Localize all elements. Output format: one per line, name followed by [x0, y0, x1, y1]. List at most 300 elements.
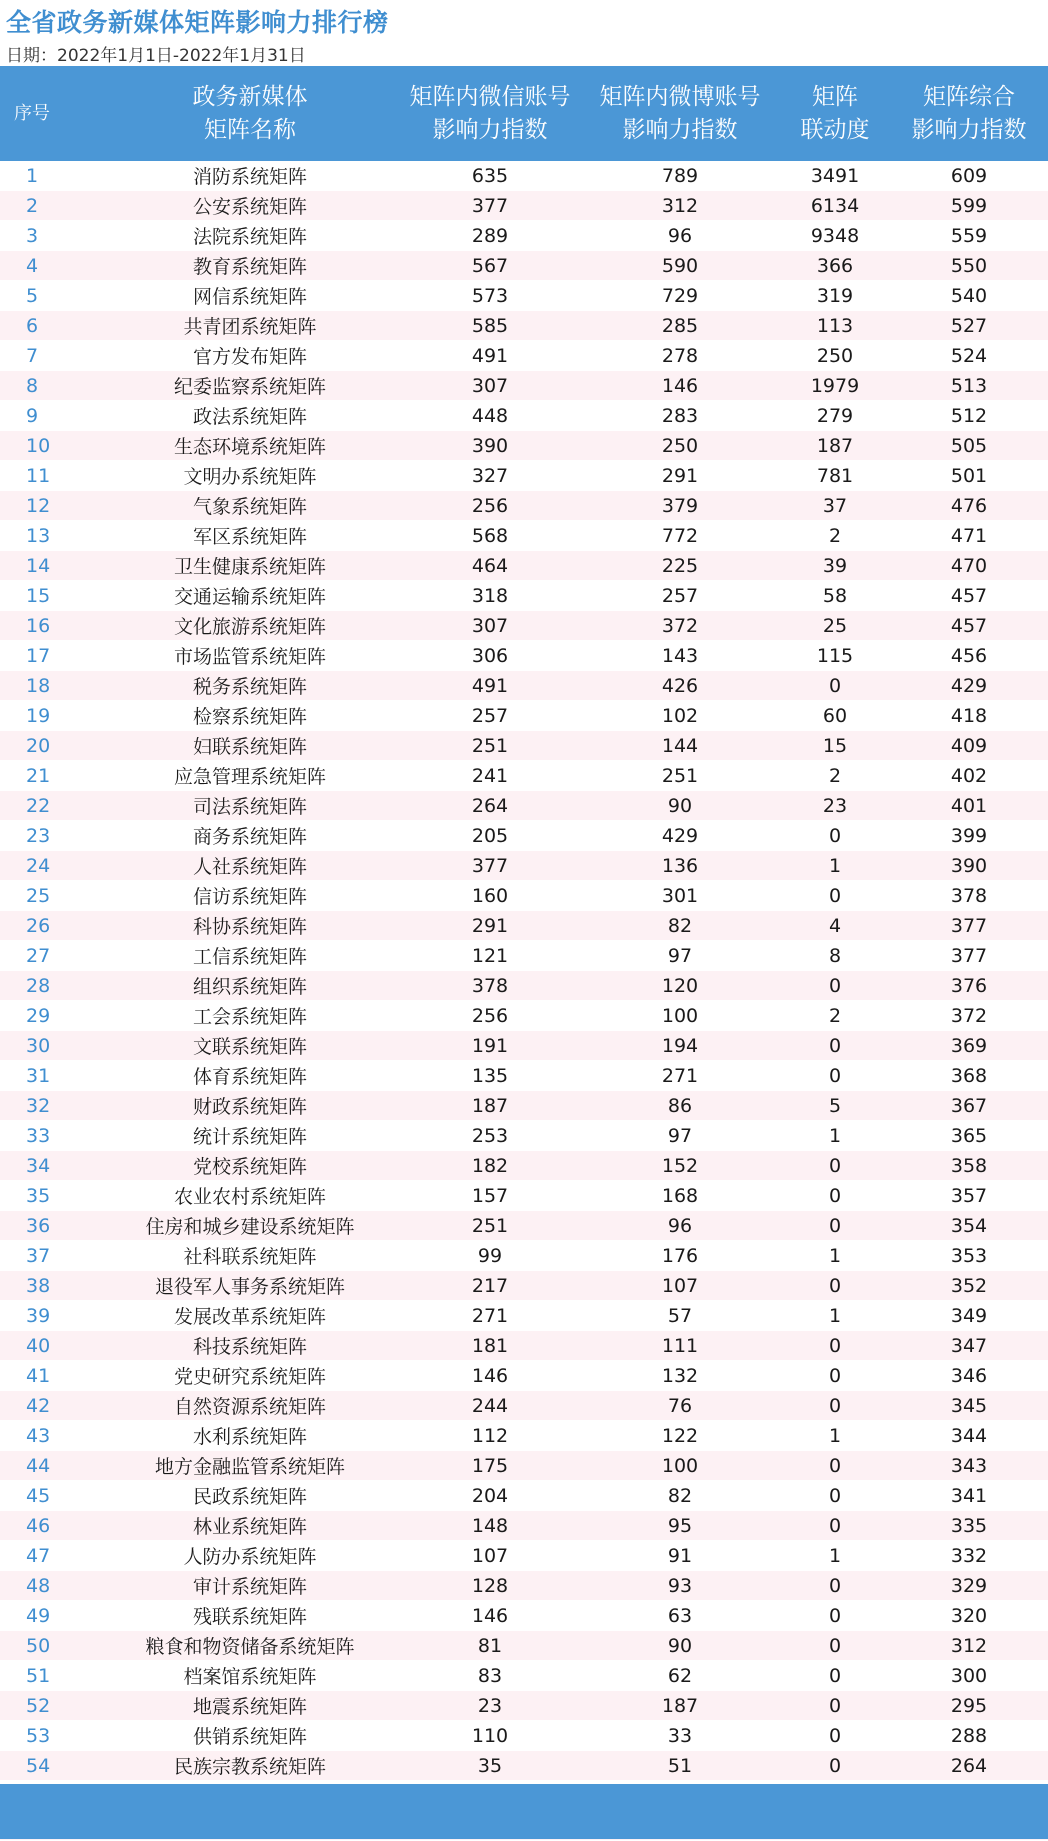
wechat-index-cell: 251: [400, 731, 580, 761]
linkage-cell: 319: [780, 281, 890, 311]
rank-cell: 23: [0, 821, 100, 851]
linkage-cell: 0: [780, 1031, 890, 1061]
overall-index-cell: 320: [890, 1601, 1048, 1631]
linkage-cell: 1: [780, 1121, 890, 1151]
table-row: [0, 611, 1048, 641]
matrix-name-cell: 公安系统矩阵: [100, 191, 400, 221]
rank-cell: 54: [0, 1751, 100, 1781]
matrix-name-cell: 人社系统矩阵: [100, 851, 400, 881]
table-row: [0, 191, 1048, 221]
linkage-cell: 1979: [780, 371, 890, 401]
weibo-index-cell: 278: [580, 341, 780, 371]
linkage-cell: 0: [780, 1721, 890, 1751]
header-line-1: 政务新媒体: [192, 83, 308, 110]
overall-index-cell: 470: [890, 551, 1048, 581]
linkage-cell: 1: [780, 1541, 890, 1571]
matrix-name-cell: 生态环境系统矩阵: [100, 431, 400, 461]
table-row: [0, 851, 1048, 881]
weibo-index-cell: 86: [580, 1091, 780, 1121]
matrix-name-cell: 检察系统矩阵: [100, 701, 400, 731]
linkage-cell: 37: [780, 491, 890, 521]
rank-cell: 8: [0, 371, 100, 401]
table-row: [0, 1391, 1048, 1421]
wechat-index-cell: 244: [400, 1391, 580, 1421]
wechat-index-cell: 378: [400, 971, 580, 1001]
rank-cell: 37: [0, 1241, 100, 1271]
overall-index-cell: 399: [890, 821, 1048, 851]
table-row: [0, 641, 1048, 671]
table-row: [0, 461, 1048, 491]
weibo-index-cell: 251: [580, 761, 780, 791]
weibo-index-cell: 291: [580, 461, 780, 491]
weibo-index-cell: 100: [580, 1451, 780, 1481]
matrix-name-cell: 审计系统矩阵: [100, 1571, 400, 1601]
linkage-cell: 5: [780, 1091, 890, 1121]
rank-cell: 47: [0, 1541, 100, 1571]
linkage-cell: 0: [780, 1691, 890, 1721]
linkage-cell: 0: [780, 1391, 890, 1421]
table-row: [0, 1721, 1048, 1751]
overall-index-cell: 369: [890, 1031, 1048, 1061]
matrix-name-cell: 共青团系统矩阵: [100, 311, 400, 341]
weibo-index-cell: 729: [580, 281, 780, 311]
weibo-index-cell: 194: [580, 1031, 780, 1061]
linkage-cell: 366: [780, 251, 890, 281]
overall-index-cell: 377: [890, 911, 1048, 941]
overall-index-cell: 372: [890, 1001, 1048, 1031]
matrix-name-cell: 党校系统矩阵: [100, 1151, 400, 1181]
matrix-name-cell: 地方金融监管系统矩阵: [100, 1451, 400, 1481]
weibo-index-cell: 62: [580, 1661, 780, 1691]
matrix-name-cell: 水利系统矩阵: [100, 1421, 400, 1451]
rank-cell: 28: [0, 971, 100, 1001]
table-row: [0, 1031, 1048, 1061]
table-row: [0, 1151, 1048, 1181]
weibo-index-cell: 225: [580, 551, 780, 581]
header-rank-label: 序号: [14, 103, 50, 124]
matrix-name-cell: 信访系统矩阵: [100, 881, 400, 911]
rank-cell: 42: [0, 1391, 100, 1421]
linkage-cell: 1: [780, 1421, 890, 1451]
table-row: [0, 1211, 1048, 1241]
linkage-cell: 60: [780, 701, 890, 731]
matrix-name-cell: 交通运输系统矩阵: [100, 581, 400, 611]
table-row: [0, 431, 1048, 461]
table-row: [0, 1361, 1048, 1391]
overall-index-cell: 264: [890, 1751, 1048, 1781]
header-linkage: [780, 66, 890, 161]
table-row: [0, 1541, 1048, 1571]
rank-cell: 22: [0, 791, 100, 821]
wechat-index-cell: 205: [400, 821, 580, 851]
linkage-cell: 0: [780, 1331, 890, 1361]
header-line-2: 矩阵名称: [204, 116, 296, 143]
overall-index-cell: 559: [890, 221, 1048, 251]
rank-cell: 33: [0, 1121, 100, 1151]
overall-index-cell: 376: [890, 971, 1048, 1001]
rank-cell: 31: [0, 1061, 100, 1091]
table-row: [0, 1181, 1048, 1211]
wechat-index-cell: 491: [400, 671, 580, 701]
linkage-cell: 0: [780, 1481, 890, 1511]
table-row: [0, 1421, 1048, 1451]
rank-cell: 3: [0, 221, 100, 251]
linkage-cell: 0: [780, 671, 890, 701]
matrix-name-cell: 农业农村系统矩阵: [100, 1181, 400, 1211]
table-row: [0, 341, 1048, 371]
weibo-index-cell: 102: [580, 701, 780, 731]
table-row: [0, 1631, 1048, 1661]
weibo-index-cell: 63: [580, 1601, 780, 1631]
table-header: [0, 66, 1048, 161]
matrix-name-cell: 粮食和物资储备系统矩阵: [100, 1631, 400, 1661]
weibo-index-cell: 100: [580, 1001, 780, 1031]
table-row: [0, 221, 1048, 251]
overall-index-cell: 378: [890, 881, 1048, 911]
linkage-cell: 6134: [780, 191, 890, 221]
table-row: [0, 251, 1048, 281]
linkage-cell: 0: [780, 1601, 890, 1631]
overall-index-cell: 353: [890, 1241, 1048, 1271]
table-row: [0, 1121, 1048, 1151]
rank-cell: 39: [0, 1301, 100, 1331]
ranking-table: [0, 66, 1048, 1841]
table-row: [0, 911, 1048, 941]
overall-index-cell: 365: [890, 1121, 1048, 1151]
linkage-cell: 0: [780, 1181, 890, 1211]
linkage-cell: 0: [780, 1061, 890, 1091]
wechat-index-cell: 148: [400, 1511, 580, 1541]
wechat-index-cell: 271: [400, 1301, 580, 1331]
matrix-name-cell: 官方发布矩阵: [100, 341, 400, 371]
matrix-name-cell: 商务系统矩阵: [100, 821, 400, 851]
table-row: [0, 881, 1048, 911]
overall-index-cell: 456: [890, 641, 1048, 671]
overall-index-cell: 401: [890, 791, 1048, 821]
overall-index-cell: 524: [890, 341, 1048, 371]
rank-cell: 34: [0, 1151, 100, 1181]
table-row: [0, 971, 1048, 1001]
rank-cell: 7: [0, 341, 100, 371]
weibo-index-cell: 122: [580, 1421, 780, 1451]
table-row: [0, 1331, 1048, 1361]
wechat-index-cell: 585: [400, 311, 580, 341]
weibo-index-cell: 372: [580, 611, 780, 641]
weibo-index-cell: 136: [580, 851, 780, 881]
wechat-index-cell: 121: [400, 941, 580, 971]
matrix-name-cell: 纪委监察系统矩阵: [100, 371, 400, 401]
overall-index-cell: 471: [890, 521, 1048, 551]
overall-index-cell: 377: [890, 941, 1048, 971]
wechat-index-cell: 181: [400, 1331, 580, 1361]
wechat-index-cell: 160: [400, 881, 580, 911]
rank-cell: 5: [0, 281, 100, 311]
rank-cell: 49: [0, 1601, 100, 1631]
table-row: [0, 371, 1048, 401]
linkage-cell: 39: [780, 551, 890, 581]
linkage-cell: 1: [780, 1241, 890, 1271]
wechat-index-cell: 175: [400, 1451, 580, 1481]
overall-index-cell: 505: [890, 431, 1048, 461]
header-line-2: 联动度: [800, 116, 870, 143]
rank-cell: 11: [0, 461, 100, 491]
rank-cell: 2: [0, 191, 100, 221]
rank-cell: 51: [0, 1661, 100, 1691]
matrix-name-cell: 自然资源系统矩阵: [100, 1391, 400, 1421]
wechat-index-cell: 146: [400, 1601, 580, 1631]
weibo-index-cell: 429: [580, 821, 780, 851]
overall-index-cell: 512: [890, 401, 1048, 431]
weibo-index-cell: 144: [580, 731, 780, 761]
matrix-name-cell: 司法系统矩阵: [100, 791, 400, 821]
weibo-index-cell: 187: [580, 1691, 780, 1721]
linkage-cell: 2: [780, 1001, 890, 1031]
table-body: [0, 161, 1048, 1841]
overall-index-cell: 352: [890, 1271, 1048, 1301]
wechat-index-cell: 306: [400, 641, 580, 671]
rank-cell: 26: [0, 911, 100, 941]
rank-cell: 29: [0, 1001, 100, 1031]
wechat-index-cell: 390: [400, 431, 580, 461]
table-row: [0, 281, 1048, 311]
rank-cell: 32: [0, 1091, 100, 1121]
overall-index-cell: 358: [890, 1151, 1048, 1181]
rank-cell: 21: [0, 761, 100, 791]
matrix-name-cell: 卫生健康系统矩阵: [100, 551, 400, 581]
table-row: [0, 401, 1048, 431]
weibo-index-cell: 91: [580, 1541, 780, 1571]
header-line-2: 影响力指数: [911, 116, 1027, 143]
weibo-index-cell: 96: [580, 221, 780, 251]
matrix-name-cell: 发展改革系统矩阵: [100, 1301, 400, 1331]
overall-index-cell: 457: [890, 611, 1048, 641]
wechat-index-cell: 307: [400, 371, 580, 401]
rank-cell: 44: [0, 1451, 100, 1481]
wechat-index-cell: 204: [400, 1481, 580, 1511]
matrix-name-cell: 法院系统矩阵: [100, 221, 400, 251]
linkage-cell: 0: [780, 1211, 890, 1241]
linkage-cell: 9348: [780, 221, 890, 251]
rank-cell: 18: [0, 671, 100, 701]
table-row: [0, 161, 1048, 191]
linkage-cell: 0: [780, 1271, 890, 1301]
matrix-name-cell: 科技系统矩阵: [100, 1331, 400, 1361]
matrix-name-cell: 社科联系统矩阵: [100, 1241, 400, 1271]
wechat-index-cell: 264: [400, 791, 580, 821]
matrix-name-cell: 气象系统矩阵: [100, 491, 400, 521]
overall-index-cell: 513: [890, 371, 1048, 401]
matrix-name-cell: 文联系统矩阵: [100, 1031, 400, 1061]
overall-index-cell: 346: [890, 1361, 1048, 1391]
rank-cell: 46: [0, 1511, 100, 1541]
linkage-cell: 2: [780, 761, 890, 791]
weibo-index-cell: 176: [580, 1241, 780, 1271]
overall-index-cell: 476: [890, 491, 1048, 521]
weibo-index-cell: 789: [580, 161, 780, 191]
weibo-index-cell: 51: [580, 1751, 780, 1781]
overall-index-cell: 409: [890, 731, 1048, 761]
overall-index-cell: 295: [890, 1691, 1048, 1721]
matrix-name-cell: 林业系统矩阵: [100, 1511, 400, 1541]
rank-cell: 30: [0, 1031, 100, 1061]
linkage-cell: 0: [780, 1151, 890, 1181]
wechat-index-cell: 81: [400, 1631, 580, 1661]
weibo-index-cell: 120: [580, 971, 780, 1001]
linkage-cell: 0: [780, 1511, 890, 1541]
linkage-cell: 115: [780, 641, 890, 671]
weibo-index-cell: 82: [580, 1481, 780, 1511]
wechat-index-cell: 182: [400, 1151, 580, 1181]
rank-cell: 40: [0, 1331, 100, 1361]
table-row: [0, 1571, 1048, 1601]
header-weibo-index: [580, 66, 780, 161]
header-line-2: 影响力指数: [432, 116, 548, 143]
weibo-index-cell: 82: [580, 911, 780, 941]
linkage-cell: 187: [780, 431, 890, 461]
rank-cell: 17: [0, 641, 100, 671]
overall-index-cell: 344: [890, 1421, 1048, 1451]
overall-index-cell: 457: [890, 581, 1048, 611]
weibo-index-cell: 152: [580, 1151, 780, 1181]
wechat-index-cell: 567: [400, 251, 580, 281]
header-matrix-name: [100, 66, 400, 161]
matrix-name-cell: 文明办系统矩阵: [100, 461, 400, 491]
overall-index-cell: 527: [890, 311, 1048, 341]
wechat-index-cell: 187: [400, 1091, 580, 1121]
weibo-index-cell: 97: [580, 1121, 780, 1151]
wechat-index-cell: 112: [400, 1421, 580, 1451]
wechat-index-cell: 635: [400, 161, 580, 191]
weibo-index-cell: 772: [580, 521, 780, 551]
overall-index-cell: 429: [890, 671, 1048, 701]
table-row: [0, 821, 1048, 851]
rank-cell: 15: [0, 581, 100, 611]
matrix-name-cell: 地震系统矩阵: [100, 1691, 400, 1721]
matrix-name-cell: 应急管理系统矩阵: [100, 761, 400, 791]
page-title: 全省政务新媒体矩阵影响力排行榜: [6, 8, 389, 37]
table-row: [0, 761, 1048, 791]
weibo-index-cell: 96: [580, 1211, 780, 1241]
wechat-index-cell: 307: [400, 611, 580, 641]
overall-index-cell: 609: [890, 161, 1048, 191]
header-wechat-index: [400, 66, 580, 161]
table-row: [0, 1481, 1048, 1511]
overall-index-cell: 599: [890, 191, 1048, 221]
wechat-index-cell: 377: [400, 191, 580, 221]
rank-cell: 10: [0, 431, 100, 461]
matrix-name-cell: 人防办系统矩阵: [100, 1541, 400, 1571]
weibo-index-cell: 590: [580, 251, 780, 281]
weibo-index-cell: 93: [580, 1571, 780, 1601]
wechat-index-cell: 191: [400, 1031, 580, 1061]
overall-index-cell: 329: [890, 1571, 1048, 1601]
wechat-index-cell: 23: [400, 1691, 580, 1721]
matrix-name-cell: 军区系统矩阵: [100, 521, 400, 551]
wechat-index-cell: 217: [400, 1271, 580, 1301]
matrix-name-cell: 工信系统矩阵: [100, 941, 400, 971]
linkage-cell: 0: [780, 1571, 890, 1601]
rank-cell: 13: [0, 521, 100, 551]
weibo-index-cell: 132: [580, 1361, 780, 1391]
rank-cell: 43: [0, 1421, 100, 1451]
weibo-index-cell: 250: [580, 431, 780, 461]
wechat-index-cell: 256: [400, 1001, 580, 1031]
linkage-cell: 1: [780, 1301, 890, 1331]
wechat-index-cell: 448: [400, 401, 580, 431]
header-line-1: 矩阵综合: [923, 83, 1015, 110]
matrix-name-cell: 政法系统矩阵: [100, 401, 400, 431]
table-row: [0, 1511, 1048, 1541]
table-row: [0, 1091, 1048, 1121]
wechat-index-cell: 327: [400, 461, 580, 491]
matrix-name-cell: 档案馆系统矩阵: [100, 1661, 400, 1691]
matrix-name-cell: 网信系统矩阵: [100, 281, 400, 311]
wechat-index-cell: 107: [400, 1541, 580, 1571]
rank-cell: 45: [0, 1481, 100, 1511]
overall-index-cell: 345: [890, 1391, 1048, 1421]
wechat-index-cell: 35: [400, 1751, 580, 1781]
linkage-cell: 250: [780, 341, 890, 371]
table-row: [0, 521, 1048, 551]
linkage-cell: 279: [780, 401, 890, 431]
table-row: [0, 1751, 1048, 1781]
weibo-index-cell: 107: [580, 1271, 780, 1301]
overall-index-cell: 540: [890, 281, 1048, 311]
wechat-index-cell: 289: [400, 221, 580, 251]
matrix-name-cell: 住房和城乡建设系统矩阵: [100, 1211, 400, 1241]
rank-cell: 9: [0, 401, 100, 431]
rank-cell: 53: [0, 1721, 100, 1751]
linkage-cell: 0: [780, 1361, 890, 1391]
header-line-2: 影响力指数: [622, 116, 738, 143]
table-row: [0, 581, 1048, 611]
overall-index-cell: 354: [890, 1211, 1048, 1241]
table-row: [0, 1271, 1048, 1301]
matrix-name-cell: 妇联系统矩阵: [100, 731, 400, 761]
wechat-index-cell: 573: [400, 281, 580, 311]
header-row: [0, 66, 1048, 161]
linkage-cell: 0: [780, 881, 890, 911]
rank-cell: 24: [0, 851, 100, 881]
linkage-cell: 58: [780, 581, 890, 611]
overall-index-cell: 300: [890, 1661, 1048, 1691]
rank-cell: 48: [0, 1571, 100, 1601]
table-row: [0, 791, 1048, 821]
table-row: [0, 671, 1048, 701]
table-row: [0, 731, 1048, 761]
weibo-index-cell: 33: [580, 1721, 780, 1751]
table-row: [0, 1601, 1048, 1631]
wechat-index-cell: 83: [400, 1661, 580, 1691]
linkage-cell: 1: [780, 851, 890, 881]
matrix-name-cell: 组织系统矩阵: [100, 971, 400, 1001]
header-line-1: 矩阵内微信账号: [409, 83, 571, 110]
overall-index-cell: 390: [890, 851, 1048, 881]
matrix-name-cell: 市场监管系统矩阵: [100, 641, 400, 671]
matrix-name-cell: 体育系统矩阵: [100, 1061, 400, 1091]
overall-index-cell: 368: [890, 1061, 1048, 1091]
table-row: [0, 1691, 1048, 1721]
matrix-name-cell: 教育系统矩阵: [100, 251, 400, 281]
weibo-index-cell: 168: [580, 1181, 780, 1211]
wechat-index-cell: 256: [400, 491, 580, 521]
matrix-name-cell: 财政系统矩阵: [100, 1091, 400, 1121]
matrix-name-cell: 统计系统矩阵: [100, 1121, 400, 1151]
rank-cell: 35: [0, 1181, 100, 1211]
table-row: [0, 941, 1048, 971]
date-range: 日期：2022年1月1日-2022年1月31日: [6, 46, 306, 66]
weibo-index-cell: 301: [580, 881, 780, 911]
